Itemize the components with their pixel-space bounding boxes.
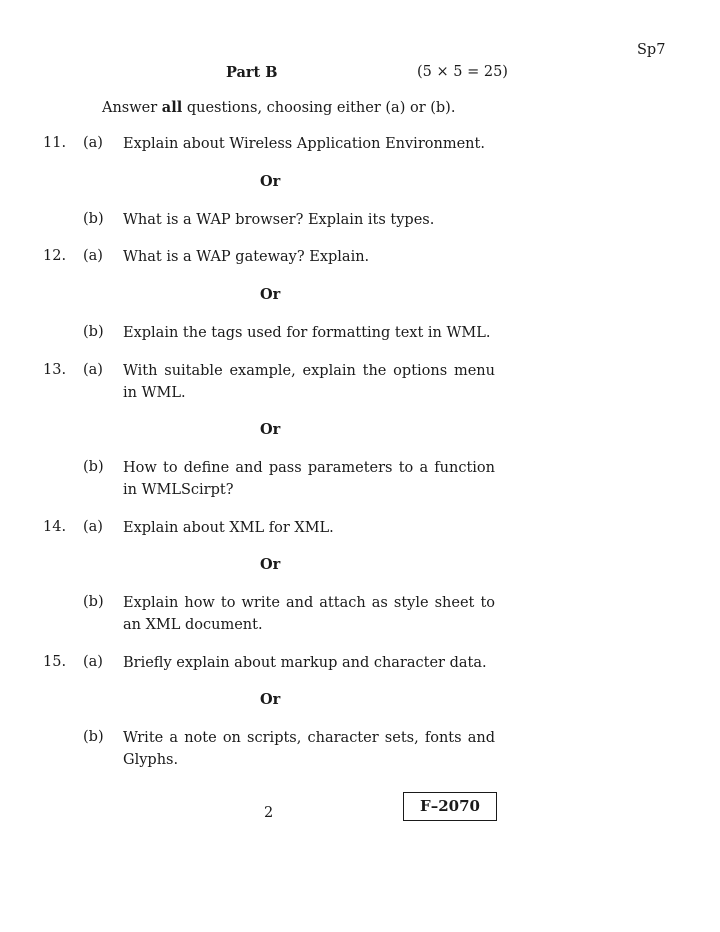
or-separator: Or <box>260 556 281 573</box>
question-text: Briefly explain about markup and character data. <box>123 655 487 671</box>
question-number: 11. <box>43 135 67 151</box>
or-separator: Or <box>260 286 281 303</box>
part-title: Part B <box>226 64 278 81</box>
option-label: (a) <box>83 654 103 670</box>
option-label: (b) <box>83 211 104 227</box>
page-number: 2 <box>264 805 274 821</box>
question-text: What is a WAP browser? Explain its types. <box>123 212 435 228</box>
question-number: 15. <box>43 654 67 670</box>
question-number: 13. <box>43 362 67 378</box>
option-label: (b) <box>83 594 104 610</box>
or-separator: Or <box>260 691 281 708</box>
question-text: Explain how to write and attach as style sheet to an XML document. <box>123 595 495 633</box>
question-text: What is a WAP gateway? Explain. <box>123 249 370 265</box>
question-text: With suitable example, explain the options menu in WML. <box>123 363 495 401</box>
paper-code-box: F–2070 <box>403 792 497 821</box>
question-text: How to define and pass parameters to a function in WMLScirpt? <box>123 460 495 498</box>
question-number: 14. <box>43 519 67 535</box>
option-label: (b) <box>83 459 104 475</box>
instruction-post: questions, choosing either (a) or (b). <box>182 100 456 116</box>
instruction <box>102 99 455 116</box>
question-text: Write a note on scripts, character sets, fonts and Glyphs. <box>123 730 495 768</box>
option-label: (b) <box>83 729 104 745</box>
option-label: (a) <box>83 135 103 151</box>
option-label: (a) <box>83 248 103 264</box>
or-separator: Or <box>260 173 281 190</box>
marks-distribution: (5 × 5 = 25) <box>417 64 508 80</box>
subject-code: Sp7 <box>637 42 666 58</box>
question-text: Explain about Wireless Application Environment. <box>123 136 485 152</box>
question-number: 12. <box>43 248 67 264</box>
instruction-bold: all <box>161 99 183 116</box>
question-text: Explain the tags used for formatting text in WML. <box>123 325 491 341</box>
option-label: (b) <box>83 324 104 340</box>
option-label: (a) <box>83 362 103 378</box>
instruction-pre: Answer <box>102 100 162 116</box>
or-separator: Or <box>260 421 281 438</box>
option-label: (a) <box>83 519 103 535</box>
question-text: Explain about XML for XML. <box>123 520 334 536</box>
